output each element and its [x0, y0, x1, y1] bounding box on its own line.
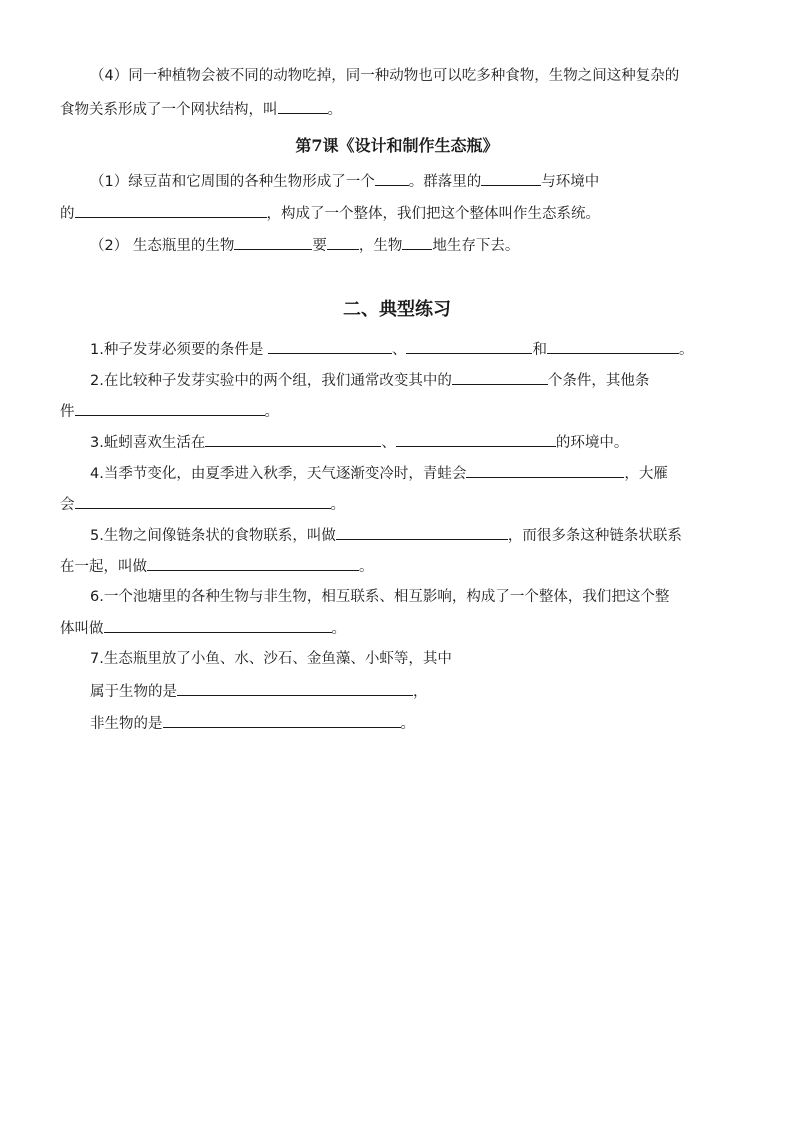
q2-text-b: 个条件，其他条: [547, 373, 650, 389]
lesson7-item1-text-c: 与环境中: [541, 174, 600, 190]
q1-text-c: 和: [532, 342, 547, 358]
q7-blank-nonliving[interactable]: [163, 713, 401, 728]
q6-text-a: 6.一个池塘里的各种生物与非生物，相互联系、相互影响，构成了一个整体，我们把这个整: [90, 589, 670, 605]
q1-text-b: 、: [391, 342, 407, 358]
question-7-line1: [90, 649, 452, 669]
question-2-line1: [90, 370, 649, 391]
review-item4-line2: [60, 99, 342, 120]
lesson7-item2-line: [90, 235, 519, 256]
question-3: [90, 432, 628, 453]
q7-text-a: 7.生态瓶里放了小鱼、水、沙石、金鱼藻、小虾等，其中: [90, 651, 452, 667]
answer-blank-need[interactable]: [327, 235, 359, 250]
question-5-line2: [60, 556, 374, 577]
q4-text-c: 会: [60, 497, 75, 513]
q3-text-b: 、: [381, 435, 396, 451]
lesson7-item1-text-d: 的: [60, 206, 75, 222]
q5-text-d: 。: [359, 559, 374, 575]
q1-text-d: 。: [678, 342, 694, 358]
q7-blank-living[interactable]: [177, 681, 413, 696]
q5-text-a: 5.生物之间像链条状的食物联系，叫做: [90, 528, 336, 544]
q1-blank-3[interactable]: [547, 339, 679, 354]
q2-blank-2[interactable]: [75, 401, 265, 416]
q1-blank-1[interactable]: [268, 339, 392, 354]
q3-blank-2[interactable]: [396, 432, 556, 447]
answer-blank-manner[interactable]: [402, 235, 432, 250]
q4-blank-1[interactable]: [466, 463, 624, 478]
review-item4-text2: 食物关系形成了一个网状结构，叫: [60, 102, 278, 118]
question-6-line1: [90, 587, 669, 607]
punctuation: 。: [327, 102, 342, 118]
question-6-line2: [60, 618, 346, 639]
q1-text-a: 1.种子发芽必须要的条件是: [90, 342, 268, 358]
q6-text-c: 。: [331, 621, 346, 637]
q1-blank-2[interactable]: [406, 339, 532, 354]
q4-text-b: ，大雁: [624, 466, 668, 482]
question-7-line3: [90, 713, 415, 734]
question-2-line2: [60, 401, 279, 422]
answer-blank-bottle-organisms[interactable]: [234, 235, 312, 250]
q7-text-b: 属于生物的是: [90, 684, 177, 700]
question-4-line2: [60, 494, 345, 515]
q5-blank-1[interactable]: [336, 525, 508, 540]
answer-blank-food-web[interactable]: [278, 99, 328, 114]
answer-blank-environment[interactable]: [75, 203, 267, 218]
q2-text-d: 。: [264, 404, 279, 420]
q6-text-b: 体叫做: [60, 621, 104, 637]
lesson7-title: 第7课《设计和制作生态瓶》: [295, 136, 499, 155]
q3-text-a: 3.蚯蚓喜欢生活在: [90, 435, 206, 451]
lesson7-item1-text-b: 。群落里的: [408, 174, 482, 190]
question-7-line2: [90, 681, 428, 702]
question-5-line1: [90, 525, 682, 546]
q5-text-c: 在一起，叫做: [60, 559, 147, 575]
q2-blank-1[interactable]: [452, 370, 548, 385]
lesson7-item1-line1: [90, 171, 599, 192]
q3-text-c: 的环境中。: [555, 435, 629, 451]
q5-blank-2[interactable]: [147, 556, 359, 571]
lesson7-item2-text-b: 要: [312, 238, 327, 254]
q2-text-c: 件: [60, 404, 75, 420]
lesson7-item2-text-c: ，生物: [358, 238, 403, 254]
answer-blank-community[interactable]: [375, 171, 409, 186]
q4-text-d: 。: [330, 497, 345, 513]
question-4-line1: [90, 463, 668, 484]
lesson7-item1-line2: [60, 203, 600, 224]
question-1: [90, 339, 693, 360]
q7-text-d: 非生物的是: [90, 716, 163, 732]
answer-blank-organisms[interactable]: [481, 171, 541, 186]
lesson7-item2-text-d: 地生存下去。: [432, 238, 520, 254]
review-item4-line1: [90, 66, 679, 86]
q4-text-a: 4.当季节变化，由夏季进入秋季，天气逐渐变冷时，青蛙会: [90, 466, 467, 482]
q2-text-a: 2.在比较种子发芽实验中的两个组，我们通常改变其中的: [90, 373, 452, 389]
lesson7-item1-text-a: （1）绿豆苗和它周围的各种生物形成了一个: [90, 174, 375, 190]
q7-text-c: ，: [413, 684, 428, 700]
section2-title: 二、典型练习: [343, 299, 451, 320]
q6-blank-1[interactable]: [104, 618, 332, 633]
q4-blank-2[interactable]: [75, 494, 331, 509]
q5-text-b: ，而很多条这种链条状联系: [507, 528, 682, 544]
lesson7-item2-text-a: （2） 生态瓶里的生物: [90, 238, 235, 254]
review-item4-text: （4）同一种植物会被不同的动物吃掉，同一种动物也可以吃多种食物，生物之间这种复杂的: [90, 68, 680, 84]
q3-blank-1[interactable]: [205, 432, 381, 447]
lesson7-item1-text-e: ，构成了一个整体，我们把这个整体叫作生态系统。: [266, 206, 600, 222]
q7-text-e: 。: [400, 716, 415, 732]
